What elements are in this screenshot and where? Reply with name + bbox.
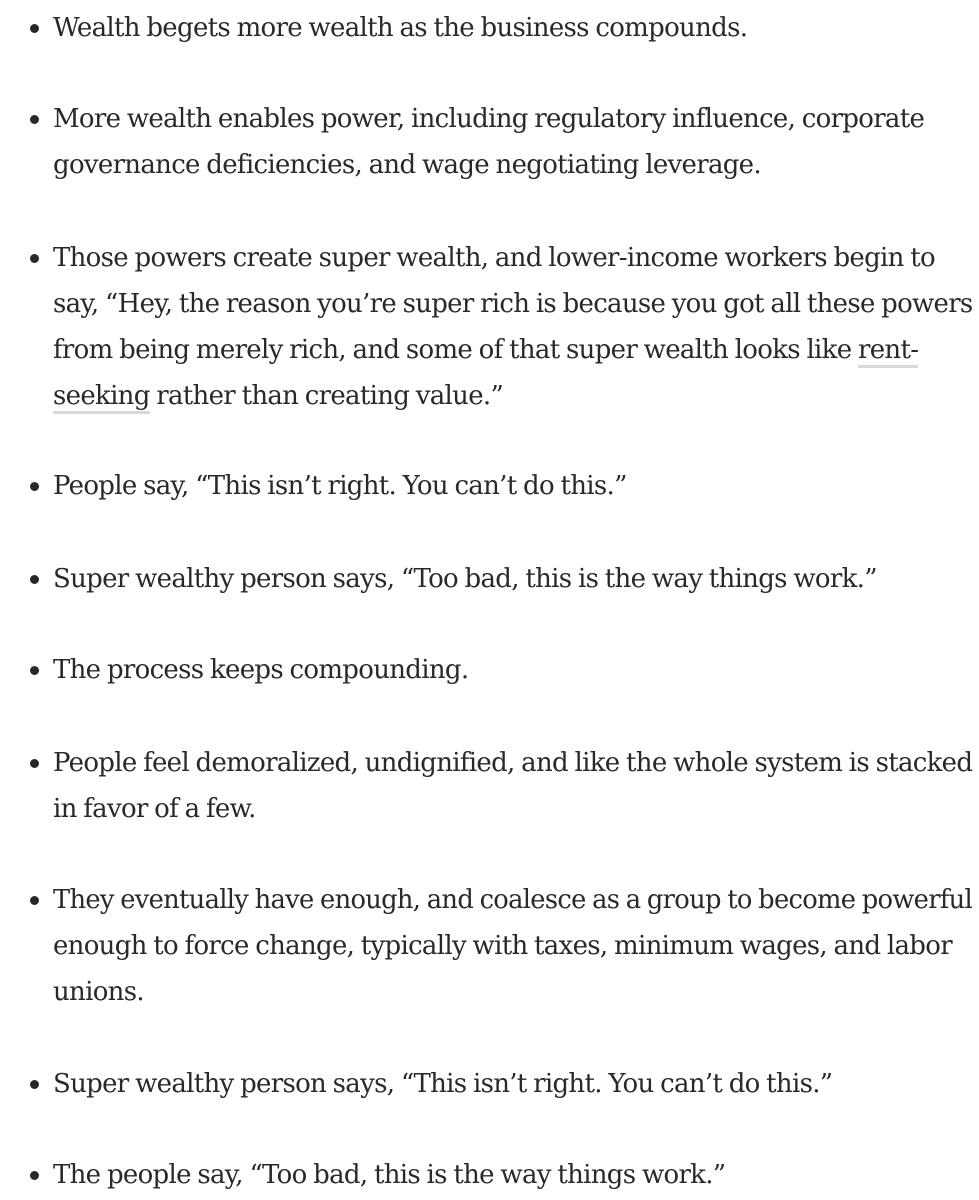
list-item bbox=[53, 96, 973, 188]
bullet-marker bbox=[30, 896, 39, 905]
list-item bbox=[53, 647, 973, 693]
list-item bbox=[53, 556, 973, 602]
list-item-text-segment: rather than creating value.” bbox=[156, 381, 504, 411]
bullet-marker bbox=[30, 666, 39, 675]
list-item bbox=[53, 235, 973, 419]
list-item-text: unions. bbox=[53, 977, 144, 1007]
list-item-text: Super wealthy person says, “Too bad, this is the way things work.” bbox=[53, 564, 877, 594]
bullet-marker bbox=[30, 482, 39, 491]
list-item-text: in favor of a few. bbox=[53, 794, 256, 824]
bullet-marker bbox=[30, 1080, 39, 1089]
list-item bbox=[53, 5, 973, 51]
list-item bbox=[53, 877, 973, 1015]
bullet-marker bbox=[30, 1171, 39, 1180]
list-item-text: More wealth enables power, including regulatory influence, corporate bbox=[53, 104, 925, 134]
list-item bbox=[53, 1061, 973, 1107]
list-item-text: Wealth begets more wealth as the business compounds. bbox=[53, 13, 748, 43]
list-item-text: The process keeps compounding. bbox=[53, 655, 469, 685]
bullet-marker bbox=[30, 115, 39, 124]
bullet-marker bbox=[30, 575, 39, 584]
bullet-marker bbox=[30, 254, 39, 263]
bullet-marker bbox=[30, 24, 39, 33]
list-item-text: People say, “This isn’t right. You can’t do this.” bbox=[53, 471, 627, 501]
list-item-text: Those powers create super wealth, and lower-income workers begin to bbox=[53, 243, 935, 273]
list-item-text: enough to force change, typically with taxes, minimum wages, and labor bbox=[53, 931, 952, 961]
rent-seeking-link[interactable]: rent- bbox=[858, 335, 918, 368]
list-item-text: The people say, “Too bad, this is the way things work.” bbox=[53, 1160, 726, 1190]
list-item bbox=[53, 463, 973, 509]
list-item-text: governance deficiencies, and wage negotiating leverage. bbox=[53, 150, 761, 180]
list-item-text: say, “Hey, the reason you’re super rich is because you got all these powers bbox=[53, 289, 973, 319]
list-item-text: Super wealthy person says, “This isn’t right. You can’t do this.” bbox=[53, 1069, 833, 1099]
bullet-marker bbox=[30, 759, 39, 768]
rent-seeking-link[interactable]: seeking bbox=[53, 381, 150, 414]
list-item bbox=[53, 740, 973, 832]
list-item bbox=[53, 1152, 973, 1198]
list-item-text-segment: from being merely rich, and some of that super wealth looks like bbox=[53, 335, 858, 365]
list-item-text bbox=[53, 327, 973, 373]
list-item-text: They eventually have enough, and coalesce as a group to become powerful bbox=[53, 885, 973, 915]
list-item-text bbox=[53, 373, 973, 419]
list-item-text: People feel demoralized, undignified, and like the whole system is stacked bbox=[53, 748, 973, 778]
